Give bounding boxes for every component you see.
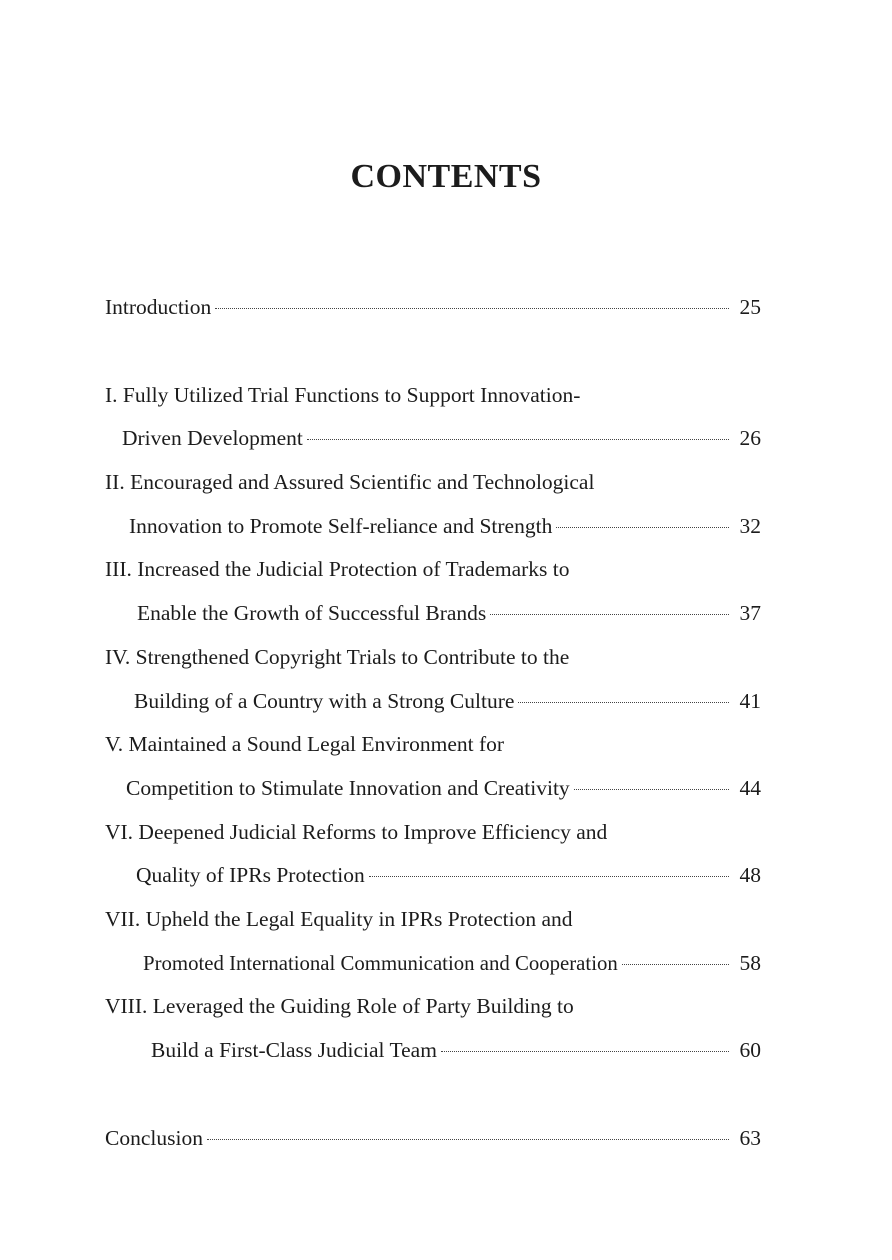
dot-leader: [574, 789, 729, 790]
toc-entry-chapter-8[interactable]: [105, 985, 761, 1072]
toc-entry-title-line1: IV. Strengthened Copyright Trials to Contribute to the: [105, 644, 570, 669]
toc-page-number: 32: [739, 513, 761, 538]
table-of-contents: [105, 286, 761, 1160]
toc-page-number: 37: [739, 601, 761, 626]
toc-entry-introduction[interactable]: [105, 286, 761, 330]
toc-page-number: 58: [739, 950, 761, 975]
dot-leader: [307, 439, 729, 440]
toc-entry-chapter-7[interactable]: [105, 898, 761, 985]
toc-entry-chapter-4[interactable]: [105, 636, 761, 723]
toc-entry-title-line2: Build a First-Class Judicial Team: [151, 1038, 437, 1062]
dot-leader: [369, 876, 729, 877]
toc-page-number: 26: [739, 426, 761, 451]
toc-entry-title-line2: Quality of IPRs Protection: [136, 863, 365, 888]
toc-page-number: 44: [739, 775, 761, 800]
toc-entry-title-line1: VII. Upheld the Legal Equality in IPRs Protection and: [105, 906, 573, 931]
toc-entry-title-line1: VI. Deepened Judicial Reforms to Improve Efficiency and: [105, 819, 608, 844]
dot-leader: [490, 614, 729, 615]
toc-entry-title-line1: V. Maintained a Sound Legal Environment for: [105, 732, 505, 757]
toc-page-number: 41: [739, 688, 761, 713]
toc-page-number: 60: [739, 1038, 761, 1062]
toc-entry-title-line2: Driven Development: [122, 426, 303, 451]
dot-leader: [622, 964, 729, 965]
toc-entry-title-line2: Promoted International Communication and Cooperation: [143, 951, 618, 975]
toc-entry-title-line1: VIII. Leveraged the Guiding Role of Party Building to: [105, 994, 574, 1019]
toc-entry-chapter-3[interactable]: [105, 548, 761, 635]
dot-leader: [556, 527, 729, 528]
toc-entry-label: Introduction: [105, 295, 212, 319]
dot-leader: [518, 702, 729, 703]
toc-page-number: 63: [739, 1125, 761, 1150]
dot-leader: [215, 308, 729, 309]
toc-page-number: 48: [739, 863, 761, 888]
toc-entry-label: Conclusion: [105, 1125, 203, 1150]
toc-entry-chapter-2[interactable]: [105, 461, 761, 548]
toc-entry-title-line2: Enable the Growth of Successful Brands: [137, 601, 487, 626]
toc-page-number: 25: [739, 295, 761, 319]
toc-entry-title-line2: Competition to Stimulate Innovation and Creativity: [126, 775, 570, 800]
toc-entry-conclusion[interactable]: [105, 1117, 761, 1161]
toc-entry-title-line1: II. Encouraged and Assured Scientific and Technological: [105, 470, 595, 495]
dot-leader: [441, 1051, 729, 1052]
toc-entry-title-line1: I. Fully Utilized Trial Functions to Support Innovation-: [105, 382, 581, 407]
dot-leader: [207, 1139, 729, 1140]
toc-entry-chapter-6[interactable]: [105, 811, 761, 898]
toc-entry-chapter-5[interactable]: [105, 723, 761, 810]
toc-entry-title-line2: Innovation to Promote Self-reliance and Strength: [129, 513, 553, 538]
toc-entry-chapter-1[interactable]: [105, 374, 761, 461]
page-title: CONTENTS: [350, 158, 542, 195]
toc-entry-title-line1: III. Increased the Judicial Protection of Trademarks to: [105, 557, 570, 582]
toc-entry-title-line2: Building of a Country with a Strong Culture: [134, 688, 515, 713]
